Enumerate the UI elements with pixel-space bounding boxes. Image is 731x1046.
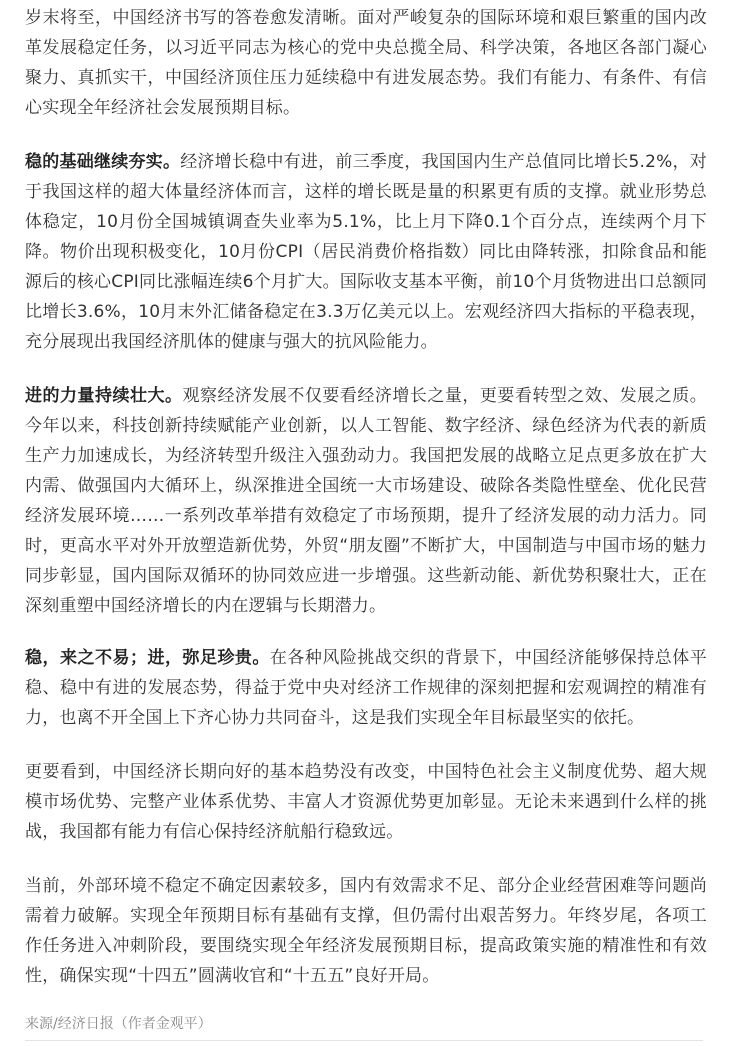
paragraph-text: 经济增长稳中有进，前三季度，我国国内生产总值同比增长5.2%，对于我国这样的超大体量经济体而言，这样的增长既是量的积累更有质的支撑。就业形势总体稳定，10月份全国城镇调查失业率为5.1%，比上月下降0.1个百分点，连续两个月下降。物价出现积极变化，10月份CPI（居民消费价格指数）同比由降转涨，扣除食品和能源后的核心CPI同比涨幅连续6个月扩大。国际收支基本平衡，前10个月货物进出口总额同比增长3.6%，10月末外汇储备稳定在3.3万亿美元以上。宏观经济四大指标的平稳表现，充分展现出我国经济肌体的健康与强大的抗风险能力。 — [25, 152, 707, 352]
paragraph-text: 在各种风险挑战交织的背景下，中国经济能够保持总体平稳、稳中有进的发展态势，得益于党中央对经济工作规律的深刻把握和宏观调控的精准有力，也离不开全国上下齐心协力共同奋斗，这是我们实现全年目标最坚实的依托。 — [25, 648, 707, 728]
source-credit: 来源/经济日报（作者金观平） — [25, 1016, 212, 1032]
footer-divider — [25, 1040, 703, 1041]
paragraph-text: 当前，外部环境不稳定不确定因素较多，国内有效需求不足、部分企业经营困难等问题尚需着力破解。实现全年预期目标有基础有支撑，但仍需付出艰苦努力。年终岁尾，各项工作任务进入冲刺阶段，要围绕实现全年经济发展预期目标，提高政策实施的精准性和有效性，确保实现“十四五”圆满收官和“十五五”良好开局。 — [25, 876, 707, 986]
paragraph-lead: 稳，来之不易；进，弥足珍贵。 — [25, 648, 270, 668]
paragraph-lead: 进的力量持续壮大。 — [25, 386, 183, 406]
paragraph-stability — [25, 147, 707, 357]
paragraph-intro — [25, 3, 707, 123]
paragraph-progress — [25, 381, 707, 621]
paragraph-text: 岁末将至，中国经济书写的答卷愈发清晰。面对严峻复杂的国际环境和艰巨繁重的国内改革发展稳定任务，以习近平同志为核心的党中央总揽全局、科学决策，各地区各部门凝心聚力、真抓实干，中国经济顶住压力延续稳中有进发展态势。我们有能力、有条件、有信心实现全年经济社会发展预期目标。 — [25, 8, 707, 118]
paragraph-long-term — [25, 757, 707, 847]
paragraph-text: 观察经济发展不仅要看经济增长之量，更要看转型之效、发展之质。今年以来，科技创新持续赋能产业创新，以人工智能、数字经济、绿色经济为代表的新质生产力加速成长，为经济转型升级注入强劲动力。我国把发展的战略立足点更多放在扩大内需、做强国内大循环上，纵深推进全国统一大市场建设、破除各类隐性壁垒、优化民营经济发展环境……一系列改革举措有效稳定了市场预期，提升了经济发展的动力活力。同时，更高水平对外开放塑造新优势，外贸“朋友圈”不断扩大，中国制造与中国市场的魅力同步彰显，国内国际双循环的协同效应进一步增强。这些新动能、新优势积聚壮大，正在深刻重塑中国经济增长的内在逻辑与长期潜力。 — [25, 386, 707, 616]
paragraph-outlook — [25, 871, 707, 991]
paragraph-text: 更要看到，中国经济长期向好的基本趋势没有改变，中国特色社会主义制度优势、超大规模市场优势、完整产业体系优势、丰富人才资源优势更加彰显。无论未来遇到什么样的挑战，我国都有能力有信心保持经济航船行稳致远。 — [25, 762, 707, 842]
paragraph-hard-won — [25, 643, 707, 733]
paragraph-lead: 稳的基础继续夯实。 — [25, 152, 181, 172]
